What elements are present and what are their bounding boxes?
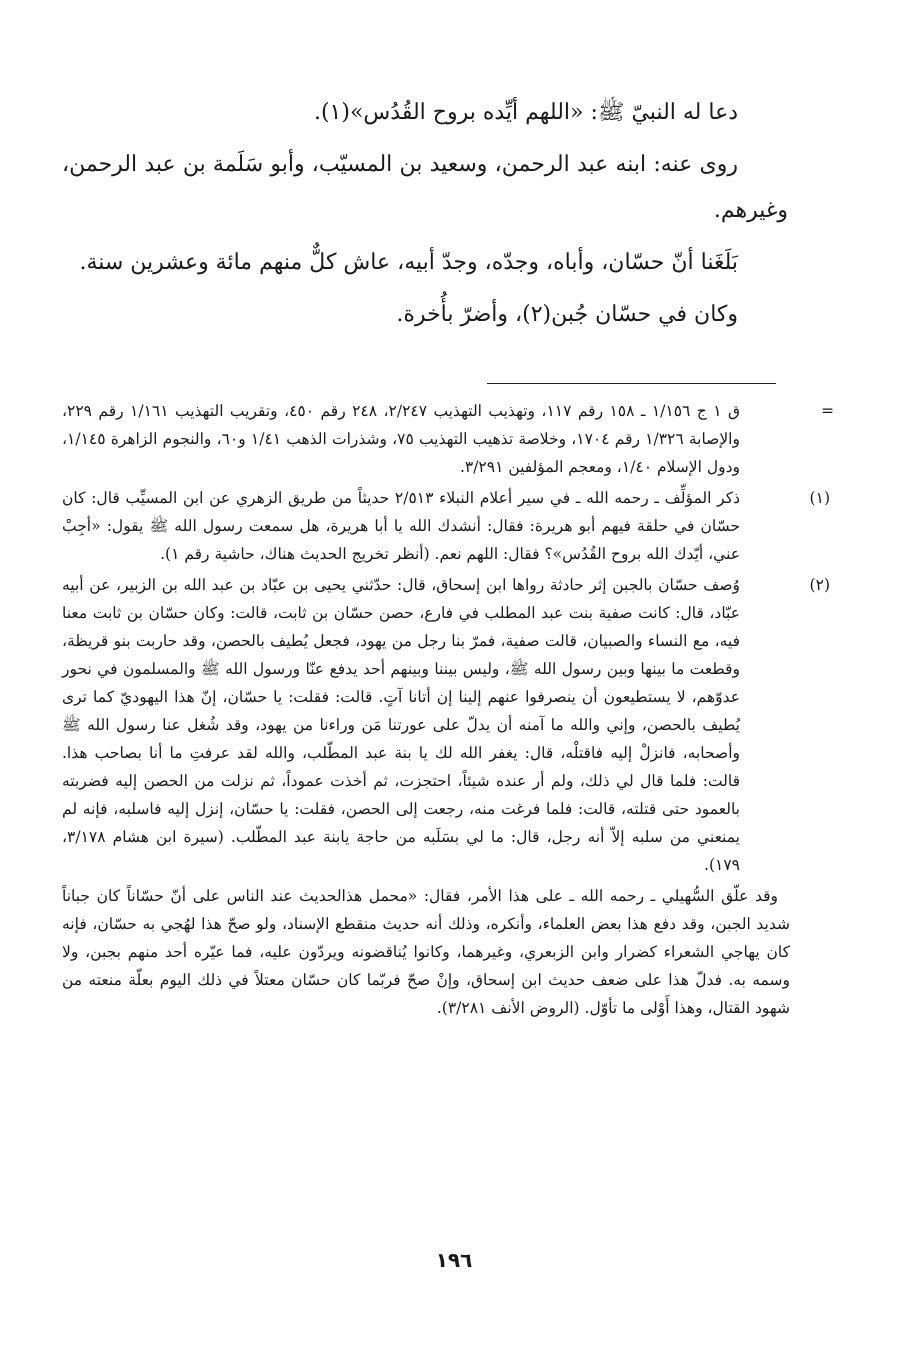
page-number: ١٩٦ — [435, 1248, 473, 1272]
footnote-text: ذكر المؤلِّف ـ رحمه الله ـ في سير أعلام النبلاء ٢/٥١٣ حديثاً من طريق الزهري عن ابن المسيِّب قال: كان حسّان في حلقة فيهم أبو هريرة: فقال: أنشدك الله يا أبا هريرة، هل سمعت رسول الله ﷺ يقول: «أجِبْ عني، أيّدك الله بروح القُدُس»؟ فقال: اللهم نعم. (أنظر تخريج الحديث هناك، حاشية رقم ١). — [62, 489, 740, 563]
footnotes — [62, 397, 834, 1022]
main-paragraph-lifespan: بَلَغَنا أنّ حسّان، وأباه، وجدّه، وجدّ أبيه، عاش كلٌّ منهم مائة وعشرين سنة. — [79, 250, 738, 275]
main-paragraph-narrators: روى عنه: ابنه عبد الرحمن، وسعيد بن المسيّب، وأبو سَلَمة بن عبد الرحمن، وغيرهم. — [62, 152, 788, 223]
footnote-separator — [487, 383, 776, 384]
footnote-continuation — [62, 397, 834, 481]
footnote-2 — [62, 571, 830, 879]
main-paragraph-prayer: دعا له النبيّ ﷺ: «اللهم أيِّده بروح القُدُس»(١). — [313, 100, 738, 125]
footnote-text: ق ١ ج ١/١٥٦ ـ ١٥٨ رقم ١١٧، وتهذيب التهذيب ٢/٢٤٧، ٢٤٨ رقم ٤٥٠، وتقريب التهذيب ١/١٦١ رقم ٢٢٩، والإصابة ١/٣٢٦ رقم ١٧٠٤، وخلاصة تذهيب التهذيب ٧٥، وشذرات الذهب ١/٤١ و٦٠، والنجوم الزاهرة ١/١٤٥، ودول الإسلام ١/٤٠، ومعجم المؤلفين ٣/٢٩١. — [62, 402, 740, 476]
footnote-marker: = — [821, 402, 834, 420]
footnote-marker: (١) — [809, 489, 830, 507]
footnote-text: وُصف حسّان بالجبن إثر حادثة رواها ابن إسحاق، قال: حدّثني يحيى بن عبّاد بن عبد الله بن الزبير، عن أبيه عبّاد، قال: كانت صفية بنت عبد المطلب في فارع، حصن حسّان بن ثابت، قالت: وكان حسّان بن ثابت معنا فيه، مع النساء والصبيان، قالت صفية، فمرّ بنا رجل من يهود، فجعل يُطيف بالحصن، وقد حاربت بنو قريظة، وقطعت ما بينها وبين رسول الله ﷺ، وليس بيننا وبينهم أحد يدفع عنّا ورسول الله ﷺ والمسلمون في نحور عدوّهم، لا يستطيعون أن ينصرفوا عنهم إلينا إن أتانا آتٍ. قالت: فقلت: يا حسّان، إنّ هذا اليهوديّ كما ترى يُطيف بالحصن، وإني والله ما آمنه أن يدلّ على عورتنا مَن وراءنا من يهود، وقد شُغل عنا رسول الله ﷺ وأصحابه، فانزلْ إليه فاقتلْه، قال: يغفر الله لك يا بنة عبد المطّلب، والله لقد عرفتِ ما أنا بصاحب هذا. قالت: فلما قال لي ذلك، ولم أر عنده شيئاً، احتجزت، ثم أخذت عموداً، ثم نزلت من الحصن إليه فضربته بالعمود حتى قتلته، قالت: فلما فرغت منه، رجعت إلى الحصن، فقلت: يا حسّان، إنزل إليه فاسلبه، فإنه لم يمنعني من سلبه إلاّ أنه رجل، قال: ما لي بسَلَبه من حاجة يابنة عبد المطّلب. (سيرة ابن هشام ٣/١٧٨، ١٧٩). — [62, 576, 740, 874]
main-paragraph-cowardice: وكان في حسّان جُبن(٢)، وأضرّ بأُخرة. — [396, 302, 738, 327]
footnote-marker: (٢) — [809, 576, 830, 594]
footnote-2-afterword: وقد علّق السُّهيلي ـ رحمه الله ـ على هذا الأمر، فقال: «محمل هذالحديث عند الناس على أنّ حسّاناً كان جباناً شديد الجبن، وقد دفع هذا بعض العلماء، وأنكره، وذلك أنه حديث منقطع الإسناد، ولو صحّ هذا لهُجي به حسّان، فإنه كان يهاجي الشعراء كضرار وابن الزبعري، وغيرهما، وكانوا يُناقضونه ويردّون عليه، فما عيّره أحد منهم بجبن، ولا وسمه به. فدلّ هذا على ضعف حديث ابن إسحاق، وإنْ صحّ فربّما كان حسّان معتلاً في ذلك اليوم بعلّة منعته من شهود القتال، وهذا أَوْلى ما تأوّل. (الروض الأنف ٣/٢٨١). — [62, 887, 790, 1017]
main-text — [62, 90, 788, 344]
footnote-1 — [62, 484, 830, 568]
